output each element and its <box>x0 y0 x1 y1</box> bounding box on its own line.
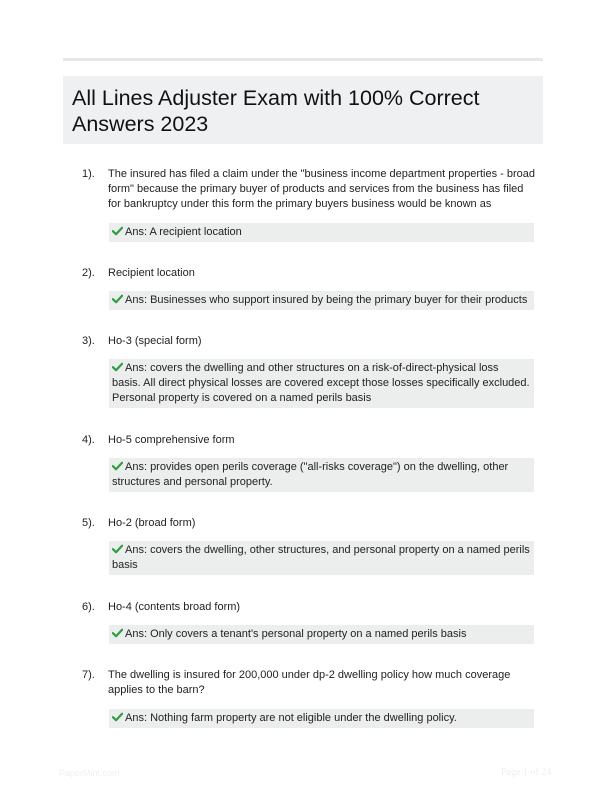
question-text: The dwelling is insured for 200,000 under dp-2 dwelling policy how much coverage applies to the barn? <box>108 669 511 696</box>
question-text: Ho-2 (broad form) <box>108 517 196 529</box>
answer-text: Ans: covers the dwelling, other structures, and personal property on a named perils basis <box>112 544 530 571</box>
answer-text: Ans: Nothing farm property are not eligible under the dwelling policy. <box>125 712 457 724</box>
page-number: Page 1 of 24 <box>501 767 552 778</box>
question-number: 6). <box>82 601 95 613</box>
question-number: 4). <box>82 434 95 446</box>
check-icon <box>112 712 123 722</box>
page-title: All Lines Adjuster Exam with 100% Correct Answers 2023 <box>72 86 480 136</box>
question-number: 1). <box>82 168 95 180</box>
answer-text: Ans: A recipient location <box>125 226 242 238</box>
question-text: Ho-3 (special form) <box>108 335 202 347</box>
answer-box <box>109 291 534 310</box>
check-icon <box>112 544 123 554</box>
answer-text: Ans: Businesses who support insured by being the primary buyer for their products <box>125 294 528 306</box>
title-banner <box>63 76 543 144</box>
answer-text: Ans: provides open perils coverage ("all-risks coverage") on the dwelling, other structures and personal property. <box>112 461 509 488</box>
question-text: Ho-4 (contents broad form) <box>108 601 241 613</box>
answer-text: Ans: Only covers a tenant's personal property on a named perils basis <box>125 628 467 640</box>
question-text: Recipient location <box>108 267 195 279</box>
check-icon <box>112 362 123 372</box>
answer-box <box>109 458 534 492</box>
question-number: 2). <box>82 267 95 279</box>
answer-text: Ans: covers the dwelling and other structures on a risk-of-direct-physical loss basis. All direct physical losses are covered except those losses specifically excluded. Personal property is covered on a named perils basis <box>112 362 530 404</box>
answer-box <box>109 541 534 575</box>
check-icon <box>112 294 123 304</box>
question-text: The insured has filed a claim under the "business income department properties - broad form" because the primary buyer of products and services from the business has filed for bankruptcy under this form the primary buyers business would be known as <box>108 168 536 210</box>
answer-box <box>109 359 534 408</box>
question-number: 3). <box>82 335 95 347</box>
answer-box <box>109 223 534 242</box>
top-divider <box>63 58 543 61</box>
check-icon <box>112 226 123 236</box>
answer-box <box>109 625 534 644</box>
question-text: Ho-5 comprehensive form <box>108 434 235 446</box>
question-number: 7). <box>82 669 95 681</box>
footer-site-watermark: PaperMint.com <box>59 768 120 778</box>
check-icon <box>112 461 123 471</box>
answer-box <box>109 709 534 728</box>
question-number: 5). <box>82 517 95 529</box>
check-icon <box>112 628 123 638</box>
